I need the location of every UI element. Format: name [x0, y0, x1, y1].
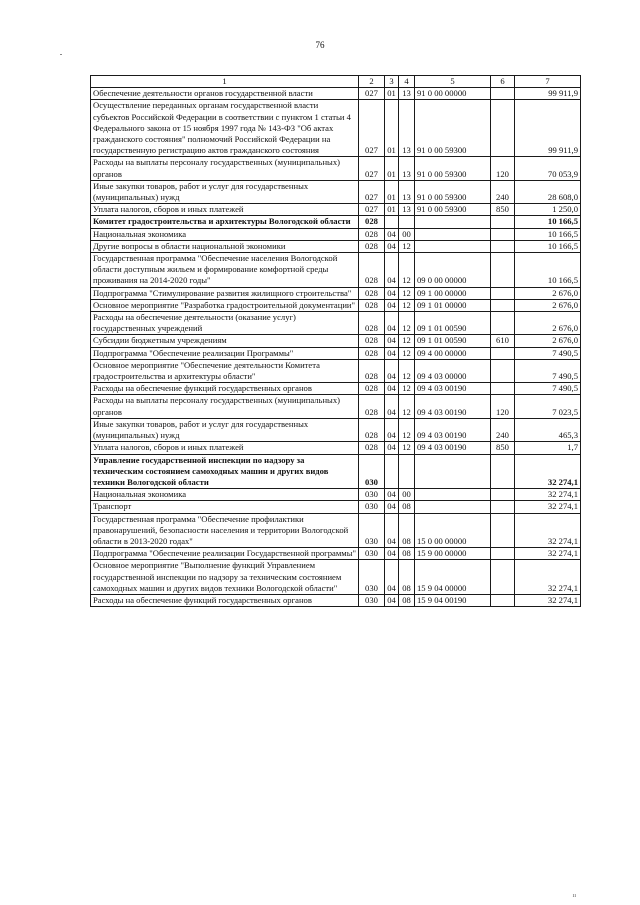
- item-name: Подпрограмма "Обеспечение реализации Программы": [91, 347, 359, 359]
- item-name: Субсидии бюджетным учреждениям: [91, 335, 359, 347]
- target-article-code: 09 4 03 00190: [415, 383, 491, 395]
- subsection-code: 13: [399, 204, 415, 216]
- expense-type-code: [491, 347, 515, 359]
- section-code: [385, 454, 399, 489]
- amount: 99 911,9: [515, 88, 581, 100]
- target-article-code: [415, 489, 491, 501]
- ministry-code: 028: [359, 240, 385, 252]
- table-body: [91, 88, 581, 607]
- expense-type-code: [491, 228, 515, 240]
- item-name: Уплата налогов, сборов и иных платежей: [91, 204, 359, 216]
- target-article-code: [415, 216, 491, 228]
- table-row: [91, 312, 581, 335]
- column-header-4: 4: [399, 76, 415, 88]
- target-article-code: 15 9 00 00000: [415, 548, 491, 560]
- item-name: Иные закупки товаров, работ и услуг для государственных (муниципальных) нужд: [91, 418, 359, 441]
- amount: 32 274,1: [515, 513, 581, 548]
- item-name: Национальная экономика: [91, 489, 359, 501]
- expense-type-code: [491, 454, 515, 489]
- ministry-code: 028: [359, 312, 385, 335]
- ministry-code: 030: [359, 501, 385, 513]
- expense-type-code: [491, 312, 515, 335]
- ministry-code: 028: [359, 299, 385, 311]
- item-name: Основное мероприятие "Разработка градостроительной документации": [91, 299, 359, 311]
- table-row: [91, 204, 581, 216]
- table-row: [91, 513, 581, 548]
- subsection-code: 12: [399, 335, 415, 347]
- table-row: [91, 454, 581, 489]
- table-row: [91, 395, 581, 418]
- table-row: [91, 383, 581, 395]
- section-code: 04: [385, 395, 399, 418]
- item-name: Основное мероприятие "Обеспечение деятельности Комитета градостроительства и архитектуры области": [91, 359, 359, 382]
- section-code: 01: [385, 157, 399, 180]
- expense-type-code: [491, 548, 515, 560]
- item-name: Государственная программа "Обеспечение профилактики правонарушений, безопасности населения и территории Вологодской области в 2013-2020 годах": [91, 513, 359, 548]
- target-article-code: 91 0 00 59300: [415, 157, 491, 180]
- section-code: 04: [385, 501, 399, 513]
- section-code: 04: [385, 359, 399, 382]
- ministry-code: 028: [359, 287, 385, 299]
- item-name: Управление государственной инспекции по надзору за техническим состоянием самоходных машин и других видов техники Вологодской области: [91, 454, 359, 489]
- ministry-code: 027: [359, 100, 385, 157]
- ministry-code: 028: [359, 228, 385, 240]
- subsection-code: 08: [399, 513, 415, 548]
- target-article-code: 09 1 01 00590: [415, 312, 491, 335]
- table-row: [91, 299, 581, 311]
- ministry-code: 030: [359, 594, 385, 606]
- amount: 2 676,0: [515, 335, 581, 347]
- target-article-code: [415, 454, 491, 489]
- subsection-code: 00: [399, 489, 415, 501]
- amount: 10 166,5: [515, 253, 581, 288]
- amount: 7 490,5: [515, 347, 581, 359]
- page-number: 76: [315, 40, 325, 50]
- target-article-code: 09 1 01 00590: [415, 335, 491, 347]
- item-name: Расходы на обеспечение функций государственных органов: [91, 383, 359, 395]
- ministry-code: 027: [359, 88, 385, 100]
- column-header-5: 5: [415, 76, 491, 88]
- amount: 7 490,5: [515, 359, 581, 382]
- amount: 28 608,0: [515, 180, 581, 203]
- subsection-code: 13: [399, 180, 415, 203]
- expense-type-code: [491, 216, 515, 228]
- subsection-code: 08: [399, 560, 415, 595]
- section-code: 04: [385, 253, 399, 288]
- amount: 99 911,9: [515, 100, 581, 157]
- item-name: Комитет градостроительства и архитектуры Вологодской области: [91, 216, 359, 228]
- amount: 2 676,0: [515, 299, 581, 311]
- subsection-code: 12: [399, 299, 415, 311]
- item-name: Подпрограмма "Стимулирование развития жилищного строительства": [91, 287, 359, 299]
- subsection-code: 12: [399, 240, 415, 252]
- item-name: Иные закупки товаров, работ и услуг для государственных (муниципальных) нужд: [91, 180, 359, 203]
- section-code: 04: [385, 513, 399, 548]
- expense-type-code: [491, 100, 515, 157]
- amount: 465,3: [515, 418, 581, 441]
- corner-mark: ıı: [572, 893, 576, 899]
- target-article-code: 15 9 04 00000: [415, 560, 491, 595]
- ministry-code: 028: [359, 395, 385, 418]
- subsection-code: 12: [399, 383, 415, 395]
- amount: 32 274,1: [515, 548, 581, 560]
- subsection-code: 08: [399, 548, 415, 560]
- amount: 32 274,1: [515, 594, 581, 606]
- ministry-code: 028: [359, 253, 385, 288]
- expense-type-code: [491, 513, 515, 548]
- target-article-code: [415, 240, 491, 252]
- amount: 32 274,1: [515, 560, 581, 595]
- expense-type-code: [491, 560, 515, 595]
- expense-type-code: 850: [491, 442, 515, 454]
- section-code: 04: [385, 335, 399, 347]
- item-name: Осуществление переданных органам государственной власти субъектов Российской Федерации в соответствии с пунктом 1 статьи 4 Федерального закона от 15 ноября 1997 года № 143-ФЗ "Об актах гражданского состояния" полномочий Российской Федерации на государственную регистрацию актов гражданского состояния: [91, 100, 359, 157]
- subsection-code: 12: [399, 359, 415, 382]
- target-article-code: 09 1 00 00000: [415, 287, 491, 299]
- section-code: 04: [385, 228, 399, 240]
- subsection-code: 12: [399, 253, 415, 288]
- ministry-code: 027: [359, 157, 385, 180]
- amount: 1 250,0: [515, 204, 581, 216]
- amount: 7 490,5: [515, 383, 581, 395]
- amount: 10 166,5: [515, 228, 581, 240]
- item-name: Расходы на выплаты персоналу государственных (муниципальных) органов: [91, 395, 359, 418]
- table-row: [91, 489, 581, 501]
- section-code: 01: [385, 204, 399, 216]
- target-article-code: [415, 501, 491, 513]
- ministry-code: 028: [359, 335, 385, 347]
- expense-type-code: 120: [491, 395, 515, 418]
- subsection-code: 12: [399, 442, 415, 454]
- target-article-code: 91 0 00 59300: [415, 180, 491, 203]
- ministry-code: 028: [359, 216, 385, 228]
- table-row: [91, 100, 581, 157]
- table-row: [91, 180, 581, 203]
- section-code: 04: [385, 548, 399, 560]
- table-row: [91, 442, 581, 454]
- target-article-code: 15 0 00 00000: [415, 513, 491, 548]
- item-name: Государственная программа "Обеспечение населения Вологодской области доступным жильем и формирование комфортной среды проживания на 2014-2020 годы": [91, 253, 359, 288]
- amount: 10 166,5: [515, 240, 581, 252]
- item-name: Уплата налогов, сборов и иных платежей: [91, 442, 359, 454]
- header-row: [91, 76, 581, 88]
- table-row: [91, 88, 581, 100]
- section-code: 04: [385, 418, 399, 441]
- expense-type-code: [491, 253, 515, 288]
- ministry-code: 028: [359, 418, 385, 441]
- expense-type-code: 120: [491, 157, 515, 180]
- table-row: [91, 216, 581, 228]
- item-name: Основное мероприятие "Выполнение функций Управлением государственной инспекции по надзору за техническим состоянием самоходных машин и других видов техники Вологодской области": [91, 560, 359, 595]
- column-header-3: 3: [385, 76, 399, 88]
- section-code: 01: [385, 100, 399, 157]
- target-article-code: 09 4 03 00190: [415, 418, 491, 441]
- amount: 70 053,9: [515, 157, 581, 180]
- subsection-code: 08: [399, 501, 415, 513]
- item-name: Расходы на обеспечение деятельности (оказание услуг) государственных учреждений: [91, 312, 359, 335]
- amount: 32 274,1: [515, 489, 581, 501]
- column-header-2: 2: [359, 76, 385, 88]
- table-row: [91, 335, 581, 347]
- expense-type-code: 240: [491, 418, 515, 441]
- subsection-code: 13: [399, 100, 415, 157]
- item-name: Национальная экономика: [91, 228, 359, 240]
- amount: 7 023,5: [515, 395, 581, 418]
- section-code: 04: [385, 312, 399, 335]
- expense-type-code: 610: [491, 335, 515, 347]
- table-row: [91, 418, 581, 441]
- subsection-code: 13: [399, 88, 415, 100]
- expense-type-code: [491, 240, 515, 252]
- expense-type-code: [491, 299, 515, 311]
- subsection-code: 12: [399, 395, 415, 418]
- section-code: 01: [385, 88, 399, 100]
- subsection-code: 08: [399, 594, 415, 606]
- ministry-code: 028: [359, 359, 385, 382]
- ministry-code: 030: [359, 560, 385, 595]
- amount: 10 166,5: [515, 216, 581, 228]
- target-article-code: 91 0 00 00000: [415, 88, 491, 100]
- subsection-code: 00: [399, 228, 415, 240]
- section-code: 04: [385, 489, 399, 501]
- ministry-code: 028: [359, 442, 385, 454]
- expense-type-code: [491, 501, 515, 513]
- table-row: [91, 359, 581, 382]
- section-code: 04: [385, 560, 399, 595]
- target-article-code: [415, 228, 491, 240]
- subsection-code: 12: [399, 287, 415, 299]
- table-row: [91, 287, 581, 299]
- amount: 2 676,0: [515, 312, 581, 335]
- expense-type-code: 850: [491, 204, 515, 216]
- expense-type-code: [491, 359, 515, 382]
- target-article-code: 91 0 00 59300: [415, 100, 491, 157]
- item-name: Расходы на обеспечение функций государственных органов: [91, 594, 359, 606]
- subsection-code: 12: [399, 347, 415, 359]
- amount: 32 274,1: [515, 454, 581, 489]
- ministry-code: 027: [359, 180, 385, 203]
- table-row: [91, 501, 581, 513]
- subsection-code: 12: [399, 418, 415, 441]
- column-header-1: 1: [91, 76, 359, 88]
- section-code: [385, 216, 399, 228]
- table-row: [91, 240, 581, 252]
- amount: 1,7: [515, 442, 581, 454]
- table-row: [91, 253, 581, 288]
- subsection-code: [399, 454, 415, 489]
- target-article-code: 09 4 00 00000: [415, 347, 491, 359]
- subsection-code: 12: [399, 312, 415, 335]
- table-row: [91, 228, 581, 240]
- expense-type-code: [491, 383, 515, 395]
- ministry-code: 027: [359, 204, 385, 216]
- table-row: [91, 560, 581, 595]
- expense-type-code: [491, 489, 515, 501]
- amount: 2 676,0: [515, 287, 581, 299]
- section-code: 04: [385, 240, 399, 252]
- ministry-code: 028: [359, 347, 385, 359]
- budget-table: [90, 75, 581, 607]
- ministry-code: 028: [359, 383, 385, 395]
- section-code: 04: [385, 347, 399, 359]
- subsection-code: 13: [399, 157, 415, 180]
- item-name: Подпрограмма "Обеспечение реализации Государственной программы": [91, 548, 359, 560]
- target-article-code: 09 1 01 00000: [415, 299, 491, 311]
- target-article-code: 09 4 03 00190: [415, 395, 491, 418]
- item-name: Расходы на выплаты персоналу государственных (муниципальных) органов: [91, 157, 359, 180]
- expense-type-code: [491, 287, 515, 299]
- expense-type-code: 240: [491, 180, 515, 203]
- section-code: 04: [385, 594, 399, 606]
- section-code: 04: [385, 299, 399, 311]
- table-row: [91, 157, 581, 180]
- table-row: [91, 548, 581, 560]
- section-code: 04: [385, 383, 399, 395]
- section-code: 01: [385, 180, 399, 203]
- table-row: [91, 594, 581, 606]
- column-header-6: 6: [491, 76, 515, 88]
- section-code: 04: [385, 442, 399, 454]
- table-row: [91, 347, 581, 359]
- item-name: Транспорт: [91, 501, 359, 513]
- column-header-7: 7: [515, 76, 581, 88]
- section-code: 04: [385, 287, 399, 299]
- expense-type-code: [491, 88, 515, 100]
- target-article-code: 09 4 03 00000: [415, 359, 491, 382]
- ministry-code: 030: [359, 489, 385, 501]
- target-article-code: 91 0 00 59300: [415, 204, 491, 216]
- target-article-code: 15 9 04 00190: [415, 594, 491, 606]
- expense-type-code: [491, 594, 515, 606]
- ministry-code: 030: [359, 513, 385, 548]
- item-name: Обеспечение деятельности органов государственной власти: [91, 88, 359, 100]
- subsection-code: [399, 216, 415, 228]
- amount: 32 274,1: [515, 501, 581, 513]
- scan-speck: [60, 54, 62, 55]
- ministry-code: 030: [359, 454, 385, 489]
- target-article-code: 09 0 00 00000: [415, 253, 491, 288]
- target-article-code: 09 4 03 00190: [415, 442, 491, 454]
- item-name: Другие вопросы в области национальной экономики: [91, 240, 359, 252]
- ministry-code: 030: [359, 548, 385, 560]
